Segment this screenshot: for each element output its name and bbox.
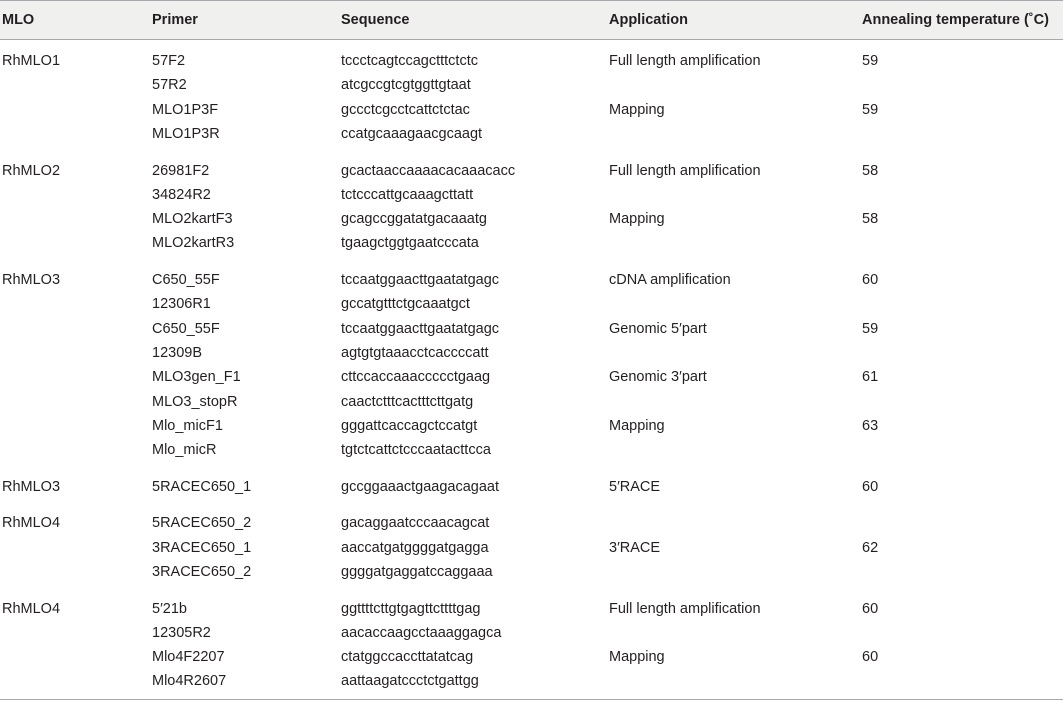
primer-name: C650_55F [152,272,220,288]
primer-sequence: tccaatggaacttgaatatgagc [341,272,500,288]
primer-sequence: gacaggaatcccaacagcat [341,515,490,532]
primer-application: cDNA amplification [609,272,731,288]
header-sequence: Sequence [341,12,410,28]
primer-sequence: tgaagctggtgaatcccata [341,235,479,252]
primer-sequence: tccaatggaacttgaatatgagc [341,320,500,337]
primer-name: 5RACEC650_1 [152,478,252,495]
primer-name: C650_55F [152,320,220,337]
mlo-name: RhMLO1 [2,53,61,69]
primer-application: Mapping [609,417,665,434]
mlo-name: RhMLO3 [2,272,61,288]
primer-application: Genomic 3′part [609,369,707,386]
primer-name: 57F2 [152,53,186,69]
primer-sequence: cttccaccaaaccccctgaag [341,369,491,386]
mlo-name: RhMLO3 [2,478,61,495]
primer-name: MLO3gen_F1 [152,369,241,386]
primer-application: Mapping [609,649,665,666]
header-mlo: MLO [2,12,35,28]
primer-sequence: agtgtgtaaacctcaccccatt [341,344,489,361]
header-annealing-temperature: Annealing temperature (˚C) [862,12,1049,28]
primer-application: Full length amplification [609,53,761,69]
table-header [0,0,1063,40]
primer-application: Full length amplification [609,162,761,179]
primer-name: Mlo4R2607 [152,673,227,690]
primer-name: 5RACEC650_2 [152,515,252,532]
primer-sequence: atcgccgtcgtggttgtaat [341,77,471,94]
primer-name: 26981F2 [152,162,210,179]
primer-sequence: ccatgcaaagaacgcaagt [341,125,483,142]
primer-application: Mapping [609,211,665,228]
primer-sequence: tgtctcattctcccaatacttcca [341,442,491,459]
primer-name: Mlo_micR [152,442,217,459]
primer-name: 57R2 [152,77,187,94]
primer-sequence: tctcccattgcaaagcttatt [341,186,474,203]
annealing-temperature: 60 [862,272,879,288]
primer-sequence: caactctttcactttcttgatg [341,393,474,410]
primer-name: Mlo_micF1 [152,417,223,434]
primer-sequence: gcactaaccaaaacacaaacacc [341,162,516,179]
annealing-temperature: 63 [862,417,879,434]
primer-application: Full length amplification [609,600,761,617]
annealing-temperature: 60 [862,649,879,666]
mlo-name: RhMLO4 [2,600,61,617]
primer-sequence: gccatgtttctgcaaatgct [341,296,470,313]
primer-name: 3RACEC650_1 [152,539,252,556]
primer-sequence: ggttttcttgtgagttcttttgag [341,600,481,617]
primer-sequence: gcagccggatatgacaaatg [341,211,487,228]
mlo-name: RhMLO4 [2,515,61,532]
primer-name: 34824R2 [152,186,211,203]
primer-application: Genomic 5′part [609,320,707,337]
primer-name: 12306R1 [152,296,211,313]
annealing-temperature: 59 [862,320,879,337]
bottom-rule [0,699,1063,700]
primer-name: MLO1P3F [152,101,219,118]
primer-sequence: ctatggccaccttatatcag [341,649,474,666]
primer-name: MLO3_stopR [152,393,238,410]
primer-name: 12309B [152,344,202,361]
annealing-temperature: 59 [862,101,879,118]
primer-name: MLO2kartF3 [152,211,233,228]
primer-sequence: gccggaaactgaagacagaat [341,478,500,495]
mlo-name: RhMLO2 [2,162,61,179]
primer-application: Mapping [609,101,665,118]
primer-name: MLO1P3R [152,125,220,142]
primer-name: MLO2kartR3 [152,235,235,252]
primer-name: 3RACEC650_2 [152,563,252,580]
annealing-temperature: 60 [862,600,879,617]
annealing-temperature: 60 [862,478,879,495]
annealing-temperature: 58 [862,162,879,179]
primer-name: Mlo4F2207 [152,649,225,666]
annealing-temperature: 58 [862,211,879,228]
annealing-temperature: 59 [862,53,879,69]
annealing-temperature: 62 [862,539,879,556]
primer-application: 3′RACE [609,539,661,556]
primer-name: 5′21b [152,600,187,617]
primer-sequence: ggggatgaggatccaggaaa [341,563,493,580]
primer-name: 12305R2 [152,624,211,641]
primer-sequence: aattaagatccctctgattgg [341,673,479,690]
primer-sequence: tccctcagtccagctttctctc [341,53,478,69]
primer-sequence: aaccatgatggggatgagga [341,539,489,556]
primer-sequence: aacaccaagcctaaaggagca [341,624,502,641]
primer-sequence: gggattcaccagctccatgt [341,417,478,434]
primer-application: 5′RACE [609,478,661,495]
primer-sequence: gccctcgcctcattctctac [341,101,470,118]
annealing-temperature: 61 [862,369,879,386]
header-primer: Primer [152,12,198,28]
header-application: Application [609,12,688,28]
